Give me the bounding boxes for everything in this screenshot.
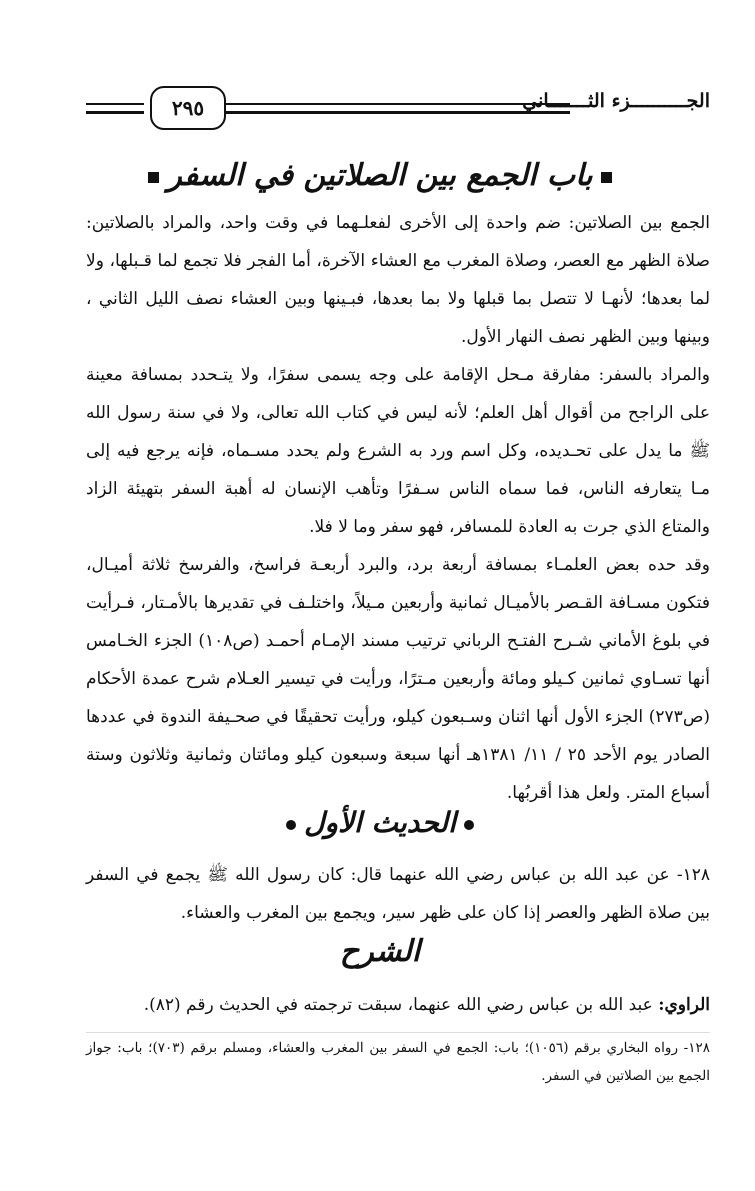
hadith-heading-text: الحديث الأول bbox=[304, 806, 456, 839]
header-rule bbox=[226, 103, 570, 105]
square-bullet-icon bbox=[148, 172, 159, 183]
hadith-heading bbox=[150, 806, 610, 839]
dot-bullet-icon bbox=[286, 820, 296, 830]
page-number: ٢٩٥ bbox=[150, 86, 226, 130]
sharh-heading: الشرح bbox=[339, 934, 421, 969]
header-rule bbox=[86, 103, 144, 105]
narrator-text: عبد الله بن عباس رضي الله عنهما، سبقت ترجمته في الحديث رقم (٨٢). bbox=[143, 995, 653, 1015]
running-head: الجــــــــــزء الثـــــــاني bbox=[522, 90, 710, 112]
header-rule bbox=[86, 111, 144, 114]
body-paragraph: الجمع بين الصلاتين: ضم واحدة إلى الأخرى لفعلـهما في وقت واحد، والمراد بالصلاتين: صلاة الظهر مع العصر، وصلاة المغرب مع العشاء الآخرة، أما الفجر فلا تجمع لما قـبلها، ولا لما بعدها؛ لأنهـا لا تتصل بما قبلها ولا بما بعدها، فبـينها وبين العشاء نصف الليل الثاني ، وبينها وبين الظهر نصف النهار الأول. bbox=[86, 213, 710, 347]
footnote-divider bbox=[86, 1032, 710, 1033]
body-paragraph: وقد حده بعض العلمـاء بمسافة أربعة برد، والبرد أربعـة فراسخ، والفرسخ ثلاثة أميـال، فتكون مسـافة القـصر بالأميـال ثمانية وأربعين مـيلاً، واختلـف في تقديرها بالأمـتار، فـرأيت في بلوغ الأماني شـرح الفتـح الرباني ترتيب مسند الإمـام أحمـد (ص١٠٨) الجزء الخـامس أنها تسـاوي ثمانين كـيلو ومائة وأربعين مـترًا، ورأيت في تيسير العـلام شرح عمدة الأحكام (ص٢٧٣) الجزء الأول أنها اثنان وسـبعون كيلو، ورأيت تحقيقًا في صحـيفة الندوة في عددها الصادر يوم الأحد ٢٥ / ١١/ ١٣٨١هـ أنها سبعة وسبعون كيلو ومائتان وثمانية وثلاثون وستة أسباع المتر. ولعل هذا أقربُها. bbox=[86, 555, 710, 803]
chapter-title-text: باب الجمع بين الصلاتين في السفر bbox=[167, 158, 593, 193]
hadith-text: ١٢٨- عن عبد الله بن عباس رضي الله عنهما قال: كان رسول الله ﷺ يجمع في السفر بين صلاة الظهر والعصر إذا كان على ظهر سير، ويجمع بين المغرب والعشاء. bbox=[86, 865, 710, 923]
body-paragraph: والمراد بالسفر: مفارقة مـحل الإقامة على وجه يسمى سفرًا، ولا يتـحدد بمسافة معينة على الراجح من أقوال أهل العلم؛ لأنه ليس في كتاب الله تعالى، ولا في سنة رسول الله ﷺ ما يدل على تحـديده، وكل اسم ورد به الشرع ولم يحدد مسـماه، فإنه يرجع فيه إلى مـا يتعارفه الناس، فما سماه الناس سـفرًا وتأهب الإنسان له أهبة السفر بتهيئة الزاد والمتاع الذي جرت به العادة للمسافر، فهو سفر وما لا فلا. bbox=[86, 365, 710, 537]
page-header bbox=[86, 86, 710, 134]
square-bullet-icon bbox=[601, 172, 612, 183]
chapter-title bbox=[100, 158, 660, 193]
header-rule bbox=[226, 111, 570, 114]
footnote: ١٢٨- رواه البخاري برقم (١٠٥٦)؛ باب: الجمع في السفر بين المغرب والعشاء، ومسلم برقم (٧٠٣)؛ باب: جواز الجمع بين الصلاتين في السفر. bbox=[86, 1040, 711, 1084]
narrator-line bbox=[86, 986, 710, 1024]
narrator-label: الراوي: bbox=[658, 995, 710, 1015]
dot-bullet-icon bbox=[464, 820, 474, 830]
